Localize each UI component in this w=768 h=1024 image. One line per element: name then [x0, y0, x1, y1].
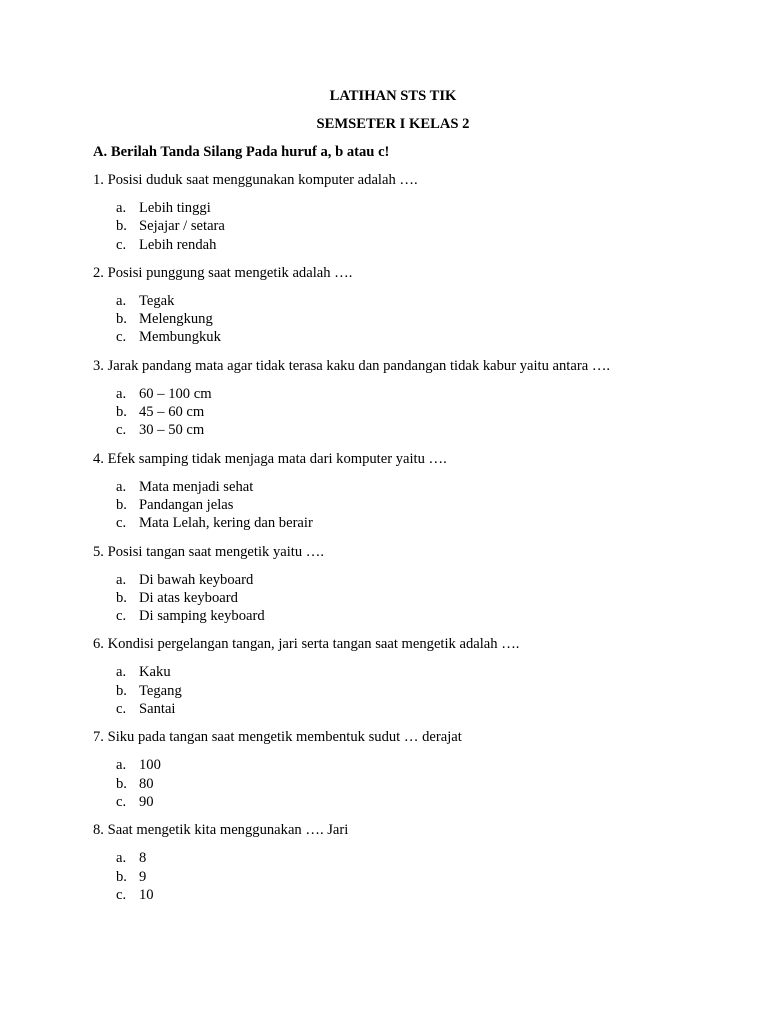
- question-text: 2. Posisi punggung saat mengetik adalah ….: [93, 264, 353, 281]
- option-letter: b.: [116, 311, 127, 328]
- answer-option: [93, 514, 693, 532]
- document-subtitle: SEMSETER I KELAS 2: [316, 116, 470, 132]
- answer-option: [93, 478, 693, 496]
- option-list: [93, 756, 693, 811]
- answer-option: [93, 589, 693, 607]
- answer-option: [93, 868, 693, 886]
- option-letter: c.: [116, 422, 127, 439]
- answer-option: [93, 236, 693, 254]
- option-letter: a.: [116, 664, 127, 681]
- section-instruction: A. Berilah Tanda Silang Pada huruf a, b atau c!: [93, 144, 390, 160]
- answer-option: [93, 385, 693, 403]
- option-text: Lebih rendah: [139, 236, 217, 253]
- option-text: 30 – 50 cm: [139, 422, 205, 439]
- question-1: [93, 171, 693, 254]
- option-letter: a.: [116, 292, 127, 309]
- option-letter: b.: [116, 496, 127, 513]
- document-page: [93, 87, 693, 914]
- question-text: 3. Jarak pandang mata agar tidak terasa kaku dan pandangan tidak kabur yaitu antara ….: [93, 357, 611, 374]
- option-text: Santai: [139, 701, 176, 718]
- option-list: [93, 571, 693, 626]
- option-list: [93, 663, 693, 718]
- answer-option: [93, 328, 693, 346]
- answer-option: [93, 421, 693, 439]
- option-letter: c.: [116, 886, 127, 903]
- option-letter: c.: [116, 793, 127, 810]
- answer-option: [93, 700, 693, 718]
- answer-option: [93, 571, 693, 589]
- answer-option: [93, 403, 693, 421]
- question-6: [93, 635, 693, 718]
- option-list: [93, 292, 693, 347]
- option-text: Di samping keyboard: [139, 608, 265, 625]
- option-text: 10: [139, 886, 154, 903]
- answer-option: [93, 199, 693, 217]
- answer-option: [93, 775, 693, 793]
- option-letter: a.: [116, 571, 127, 588]
- answer-option: [93, 607, 693, 625]
- option-text: Membungkuk: [139, 329, 221, 346]
- option-letter: b.: [116, 682, 127, 699]
- question-text: 5. Posisi tangan saat mengetik yaitu ….: [93, 543, 325, 560]
- answer-option: [93, 663, 693, 681]
- option-text: Melengkung: [139, 311, 213, 328]
- option-text: Tegak: [139, 292, 175, 309]
- option-text: Sejajar / setara: [139, 218, 225, 235]
- option-text: 60 – 100 cm: [139, 385, 212, 402]
- option-letter: b.: [116, 218, 127, 235]
- question-text: 1. Posisi duduk saat menggunakan komputer adalah ….: [93, 172, 418, 188]
- question-8: [93, 821, 693, 904]
- answer-option: [93, 292, 693, 310]
- option-text: 90: [139, 793, 154, 810]
- option-text: 80: [139, 775, 154, 792]
- answer-option: [93, 310, 693, 328]
- answer-option: [93, 496, 693, 514]
- option-text: Mata Lelah, kering dan berair: [139, 515, 313, 532]
- option-list: [93, 385, 693, 440]
- option-text: Kaku: [139, 664, 171, 681]
- option-text: 100: [139, 757, 161, 774]
- option-letter: c.: [116, 515, 127, 532]
- option-text: 9: [139, 868, 147, 885]
- question-text: 7. Siku pada tangan saat mengetik membentuk sudut … derajat: [93, 729, 462, 746]
- answer-option: [93, 682, 693, 700]
- option-letter: a.: [116, 200, 127, 216]
- question-text: 6. Kondisi pergelangan tangan, jari serta tangan saat mengetik adalah ….: [93, 636, 520, 653]
- document-title: LATIHAN STS TIK: [329, 88, 457, 104]
- option-list: [93, 199, 693, 254]
- option-letter: a.: [116, 385, 127, 402]
- option-text: 8: [139, 850, 147, 867]
- option-text: Pandangan jelas: [139, 496, 234, 513]
- option-letter: c.: [116, 329, 127, 346]
- question-7: [93, 728, 693, 811]
- option-text: Tegang: [139, 682, 182, 699]
- option-letter: b.: [116, 775, 127, 792]
- option-letter: b.: [116, 404, 127, 421]
- question-text: 4. Efek samping tidak menjaga mata dari komputer yaitu ….: [93, 450, 447, 467]
- option-text: Mata menjadi sehat: [139, 478, 254, 495]
- option-letter: a.: [116, 850, 127, 867]
- option-letter: b.: [116, 868, 127, 885]
- option-letter: c.: [116, 608, 127, 625]
- option-text: Di atas keyboard: [139, 589, 238, 606]
- option-list: [93, 478, 693, 533]
- question-3: [93, 357, 693, 440]
- question-list: [93, 171, 693, 904]
- answer-option: [93, 793, 693, 811]
- question-text: 8. Saat mengetik kita menggunakan …. Jari: [93, 822, 349, 839]
- question-4: [93, 450, 693, 533]
- option-letter: b.: [116, 589, 127, 606]
- option-list: [93, 849, 693, 904]
- answer-option: [93, 756, 693, 774]
- option-letter: a.: [116, 757, 127, 774]
- answer-option: [93, 849, 693, 867]
- option-letter: c.: [116, 701, 127, 718]
- answer-option: [93, 886, 693, 904]
- answer-option: [93, 217, 693, 235]
- option-text: Lebih tinggi: [139, 200, 211, 216]
- question-2: [93, 264, 693, 347]
- option-letter: c.: [116, 236, 127, 253]
- option-text: Di bawah keyboard: [139, 571, 254, 588]
- option-letter: a.: [116, 478, 127, 495]
- question-5: [93, 543, 693, 626]
- option-text: 45 – 60 cm: [139, 404, 205, 421]
